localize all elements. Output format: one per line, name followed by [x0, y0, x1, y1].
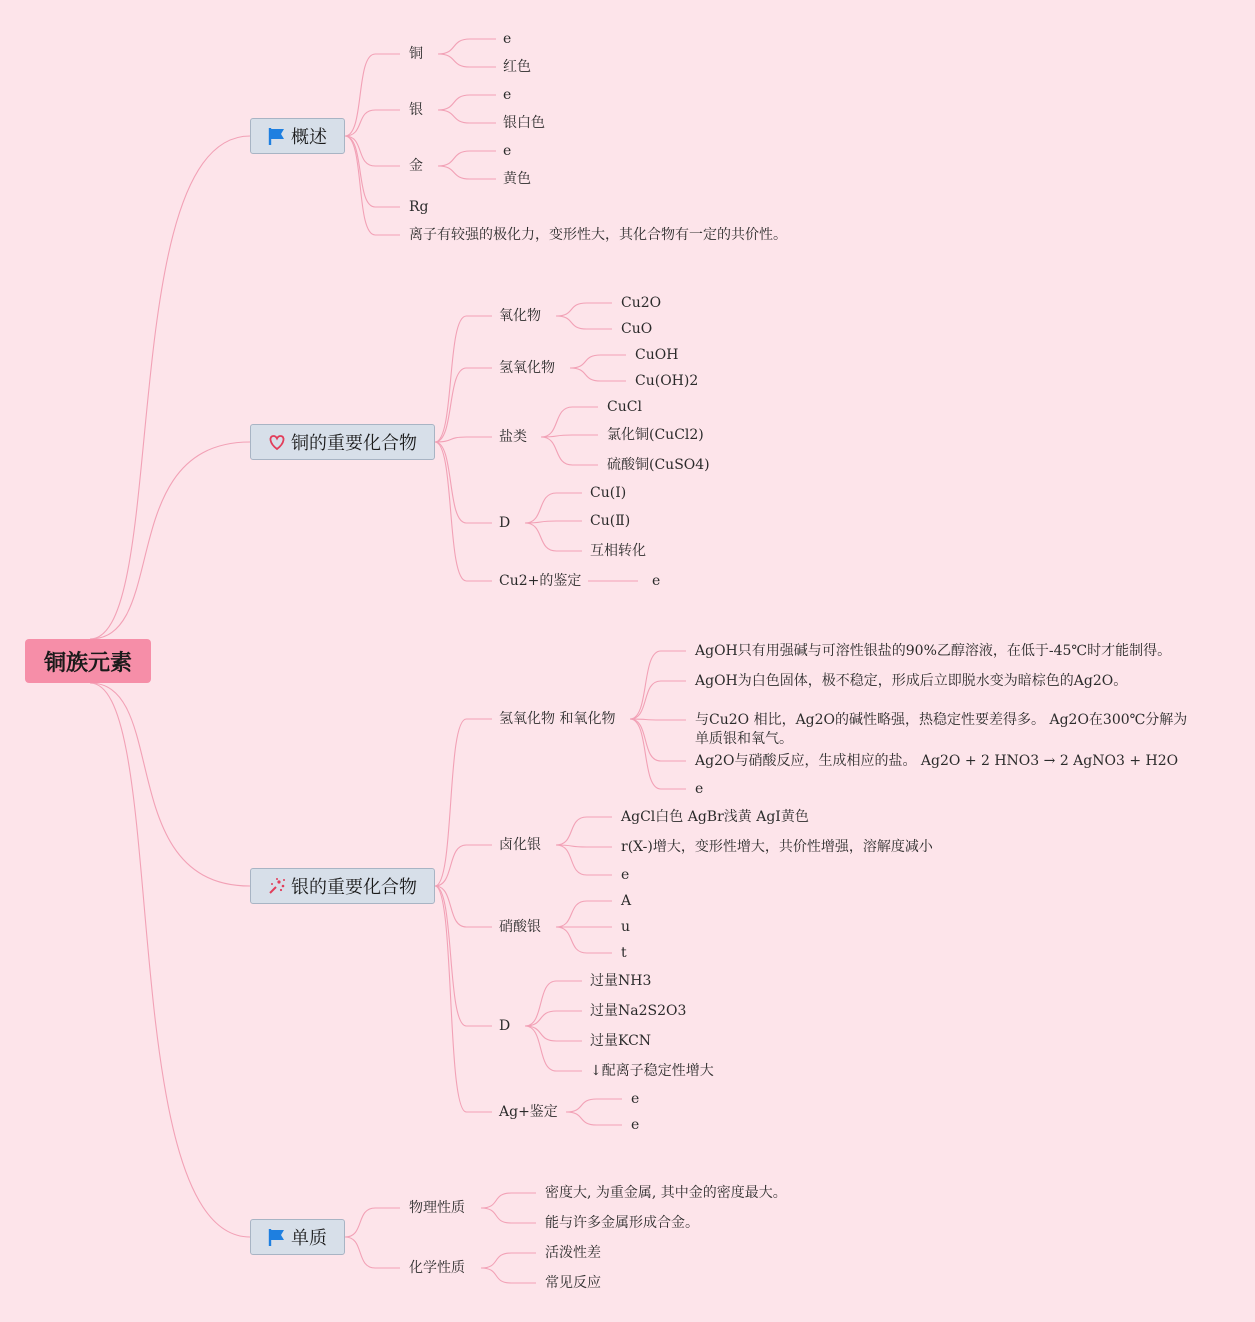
sub-link: [438, 54, 496, 67]
node-stability[interactable]: ↓配离子稳定性增大: [590, 1063, 714, 1079]
node-alloy[interactable]: 能与许多金属形成合金。: [545, 1215, 699, 1231]
topic-elements-label: 单质: [291, 1228, 327, 1249]
sub-link: [556, 817, 612, 845]
sub-link: [566, 1099, 622, 1112]
elements-link: [345, 1208, 400, 1237]
sub-link: [630, 719, 686, 720]
sub-link: [438, 110, 496, 123]
sub-link: [525, 1026, 582, 1041]
node-hydroxide[interactable]: 氢氧化物: [499, 360, 555, 376]
node-cuoh[interactable]: CuOH: [635, 347, 679, 363]
node-hydroxide-oxide[interactable]: 氢氧化物 和氧化物: [499, 711, 616, 727]
sub-link: [556, 845, 612, 847]
node-ag-ident-e2[interactable]: e: [631, 1117, 640, 1133]
node-reactions[interactable]: 常见反应: [545, 1275, 601, 1291]
node-cuo[interactable]: CuO: [621, 321, 653, 337]
node-halide[interactable]: 卤化银: [499, 837, 541, 853]
node-cu2o[interactable]: Cu2O: [621, 295, 662, 311]
sub-link: [570, 368, 626, 381]
node-agoh-unstable[interactable]: AgOH为白色固体，极不稳定，形成后立即脱水变为暗棕色的Ag2O。: [695, 673, 1128, 689]
heart-icon: [267, 432, 287, 452]
node-agoh-prep[interactable]: AgOH只有用强碱与可溶性银盐的90%乙醇溶液，在低于-45℃时才能制得。: [695, 643, 1172, 659]
sub-link: [556, 845, 612, 875]
node-cu-ident[interactable]: Cu2+的鉴定: [499, 573, 582, 589]
overview-link: [345, 110, 400, 136]
node-silver-e[interactable]: e: [503, 87, 512, 103]
node-nitrate-a[interactable]: A: [621, 893, 632, 909]
sub-link: [481, 1193, 536, 1208]
topic-copper-compounds-label: 铜的重要化合物: [291, 433, 417, 454]
node-cuoh2[interactable]: Cu(OH)2: [635, 373, 699, 389]
node-gold-color[interactable]: 黄色: [503, 171, 531, 187]
node-convert[interactable]: 互相转化: [590, 543, 646, 559]
node-copper[interactable]: 铜: [409, 46, 423, 62]
sub-link: [438, 39, 496, 54]
sub-link: [541, 407, 598, 437]
flag-icon: [267, 1227, 287, 1247]
sub-link: [630, 651, 686, 719]
overview-link: [345, 136, 400, 166]
node-ag-ident[interactable]: Ag+鉴定: [499, 1104, 558, 1120]
sub-link: [525, 1026, 582, 1071]
sub-link: [630, 719, 686, 789]
topic-silver-compounds-label: 银的重要化合物: [291, 877, 417, 898]
node-copper-e[interactable]: e: [503, 31, 512, 47]
node-excess-na2s2o3[interactable]: 过量Na2S2O3: [590, 1003, 687, 1019]
node-chemical[interactable]: 化学性质: [409, 1260, 465, 1276]
sub-link: [556, 901, 612, 927]
copper-link: [435, 437, 492, 442]
node-density[interactable]: 密度大, 为重金属, 其中金的密度最大。: [545, 1185, 787, 1201]
sub-link: [541, 435, 598, 437]
root-link-copper: [90, 442, 250, 639]
node-excess-kcn[interactable]: 过量KCN: [590, 1033, 652, 1049]
sub-link: [556, 927, 612, 953]
sub-link: [438, 166, 496, 179]
topic-elements[interactable]: [250, 1219, 345, 1255]
node-cu-ident-e[interactable]: e: [652, 573, 661, 589]
root-link-overview: [90, 136, 250, 639]
sub-link: [525, 1011, 582, 1026]
node-silver[interactable]: 银: [409, 102, 423, 118]
node-cu1[interactable]: Cu(I): [590, 485, 627, 501]
topic-silver-compounds[interactable]: [250, 868, 435, 904]
topic-overview-label: 概述: [291, 127, 327, 148]
sub-link: [566, 1112, 622, 1125]
node-silver-color[interactable]: 银白色: [503, 115, 545, 131]
node-inactive[interactable]: 活泼性差: [545, 1245, 601, 1261]
copper-link: [435, 316, 492, 442]
overview-link: [345, 136, 400, 207]
node-cuso4[interactable]: 硫酸铜(CuSO4): [607, 457, 710, 473]
node-cucl2[interactable]: 氯化铜(CuCl2): [607, 427, 704, 443]
node-hydox-e[interactable]: e: [695, 781, 704, 797]
silver-link: [435, 719, 492, 886]
sub-link: [481, 1268, 536, 1283]
sub-link: [570, 355, 626, 368]
copper-link: [435, 442, 492, 581]
flag-icon: [267, 126, 287, 146]
node-cu-d[interactable]: D: [499, 515, 511, 531]
node-salts[interactable]: 盐类: [499, 429, 527, 445]
node-rg[interactable]: Rg: [409, 199, 429, 215]
node-nitrate-u[interactable]: u: [621, 919, 631, 935]
node-halide-colors[interactable]: AgCl白色 AgBr浅黄 AgI黄色: [621, 809, 809, 825]
node-cucl[interactable]: CuCl: [607, 399, 642, 415]
sub-link: [481, 1253, 536, 1268]
silver-link: [435, 845, 492, 886]
sub-link: [556, 303, 612, 316]
root-link-silver: [90, 683, 250, 886]
silver-link: [435, 886, 492, 1112]
sub-link: [438, 95, 496, 110]
node-oxide[interactable]: 氧化物: [499, 308, 541, 324]
node-copper-color[interactable]: 红色: [503, 59, 531, 75]
node-polarization[interactable]: 离子有较强的极化力，变形性大，其化合物有一定的共价性。: [409, 227, 787, 243]
overview-link: [345, 136, 400, 235]
node-cu2[interactable]: Cu(Ⅱ): [590, 513, 631, 529]
node-physical[interactable]: 物理性质: [409, 1200, 465, 1216]
sub-link: [438, 151, 496, 166]
elements-link: [345, 1237, 400, 1268]
node-ag2o-reaction[interactable]: Ag2O与硝酸反应，生成相应的盐。 Ag2O + 2 HNO3 → 2 AgNO3 + H2O: [695, 753, 1179, 769]
topic-copper-compounds[interactable]: [250, 424, 435, 460]
sub-link: [481, 1208, 536, 1223]
node-nitrate-t[interactable]: t: [621, 945, 627, 961]
node-gold[interactable]: 金: [409, 158, 423, 174]
sub-link: [556, 316, 612, 329]
topic-overview[interactable]: [250, 118, 345, 154]
node-ag2o-compare[interactable]: 与Cu2O 相比，Ag2O的碱性略强，热稳定性要差得多。 Ag2O在300℃分解为单质银和氧气。: [695, 712, 1188, 747]
root-link-elements: [90, 683, 250, 1237]
sub-link: [525, 521, 582, 523]
root-node[interactable]: 铜族元素: [25, 639, 151, 683]
node-ag-d[interactable]: D: [499, 1018, 511, 1034]
node-nitrate[interactable]: 硝酸银: [499, 919, 541, 935]
node-gold-e[interactable]: e: [503, 143, 512, 159]
sparkle-icon: [267, 876, 287, 896]
node-halide-e[interactable]: e: [621, 867, 630, 883]
sub-link: [525, 523, 582, 551]
sub-link: [525, 493, 582, 523]
overview-link: [345, 54, 400, 136]
sub-link: [541, 437, 598, 465]
sub-link: [525, 981, 582, 1026]
node-excess-nh3[interactable]: 过量NH3: [590, 973, 652, 989]
node-ag-ident-e1[interactable]: e: [631, 1091, 640, 1107]
node-halide-trend[interactable]: r(X-)增大，变形性增大，共价性增强，溶解度减小: [621, 839, 933, 855]
